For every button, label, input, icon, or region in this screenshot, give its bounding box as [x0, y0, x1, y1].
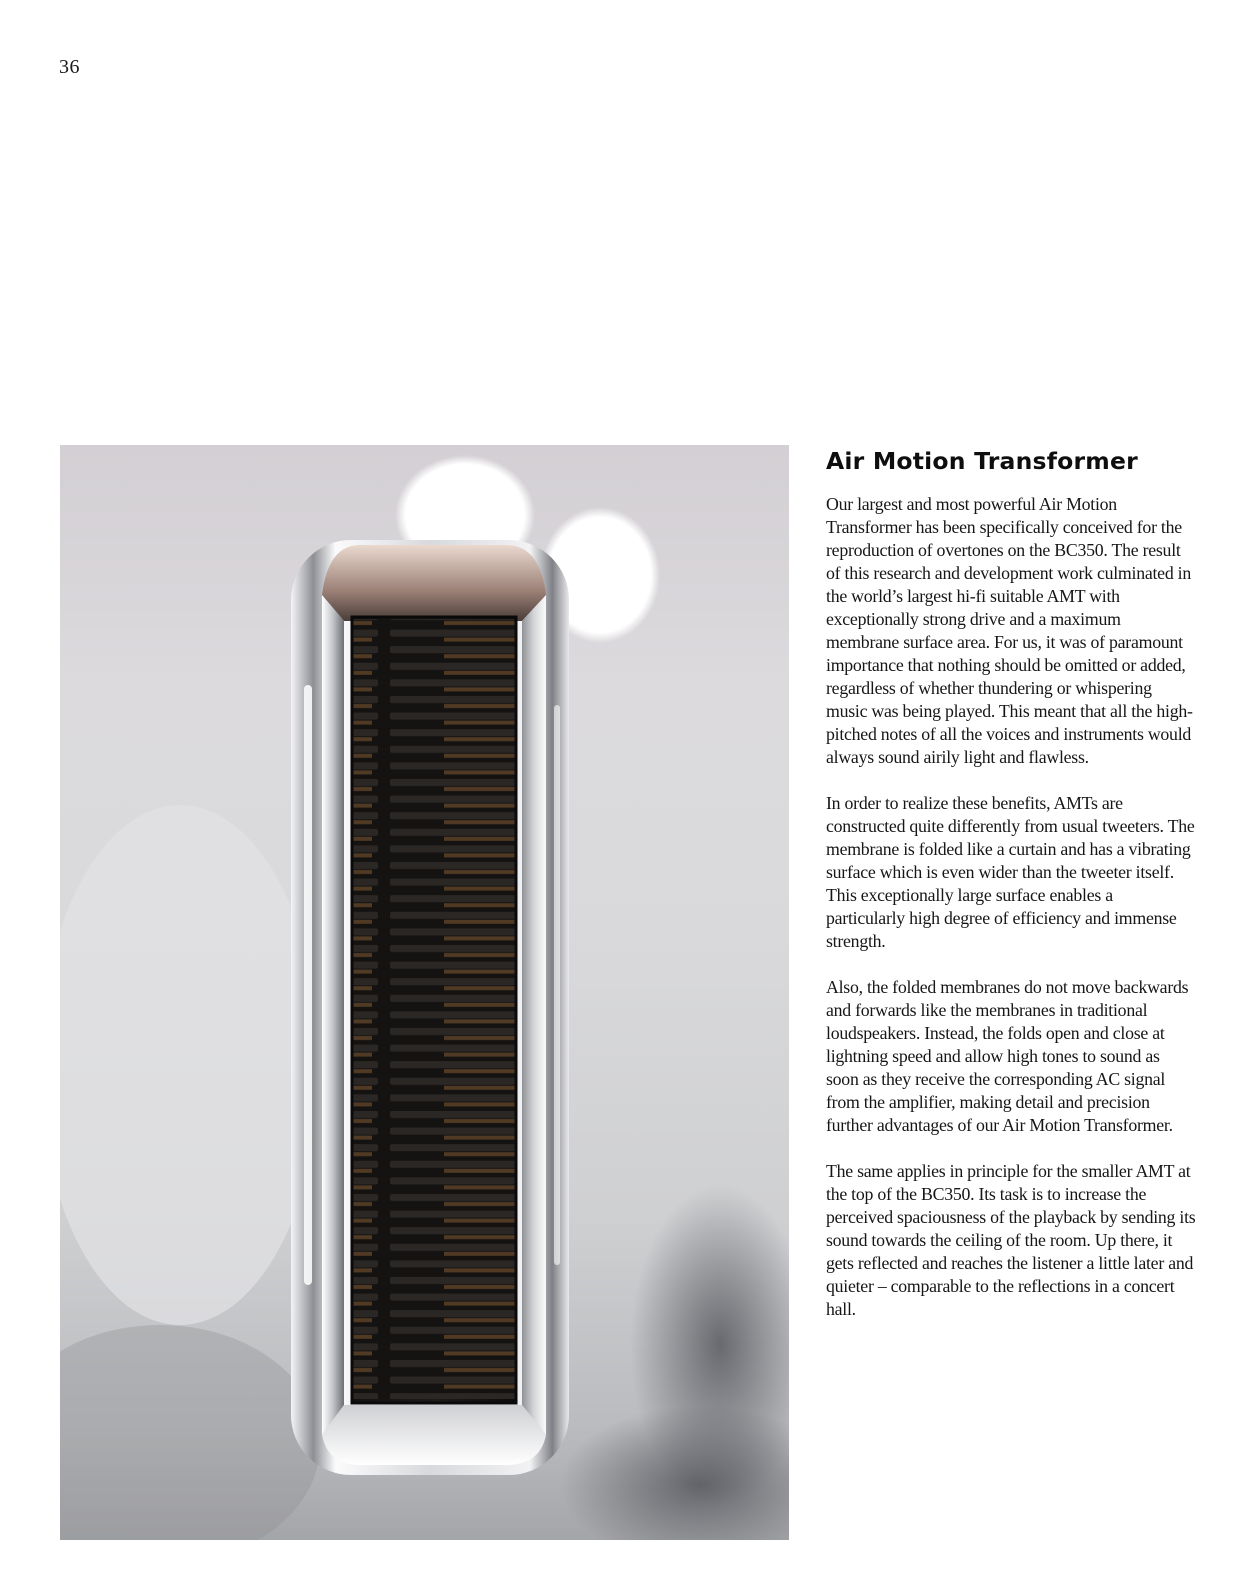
product-photo — [60, 445, 789, 1540]
article-title: Air Motion Transformer — [826, 447, 1138, 475]
article-paragraph-3: Also, the folded membranes do not move backwards and forwards like the membranes in traditional loudspeakers. Instead, the folds open and close at lightning speed and allow high tones to sound as soon as they receive the corresponding AC signal from the amplifier, making detail and precision further advantages of our Air Motion Transformer. — [826, 977, 1189, 1135]
article — [826, 443, 1196, 1344]
page-number: 36 — [59, 56, 80, 78]
article-paragraph-4: The same applies in principle for the smaller AMT at the top of the BC350. Its task is to increase the perceived spaciousness of the playback by sending its sound towards the ceiling of the room. Up there, it gets reflected and reaches the listener a little later and quieter – comparable to the reflections in a concert hall. — [826, 1161, 1196, 1319]
tweeter-illustration — [60, 445, 789, 1540]
article-paragraph-2: In order to realize these benefits, AMTs are constructed quite differently from usual tweeters. The membrane is folded like a curtain and has a vibrating surface which is even wider than the tweeter itself. This exceptionally large surface enables a particularly high degree of efficiency and immense strength. — [826, 793, 1195, 951]
article-paragraph-1: Our largest and most powerful Air Motion Transformer has been specifically conceived for the reproduction of overtones on the BC350. The result of this research and development work culminated in the world’s largest hi-fi suitable AMT with exceptionally strong drive and a maximum membrane surface area. For us, it was of paramount importance that nothing should be omitted or added, regardless of whether thundering or whispering music was being played. This meant that all the high-pitched notes of all the voices and instruments would always sound airily light and flawless. — [826, 494, 1193, 767]
